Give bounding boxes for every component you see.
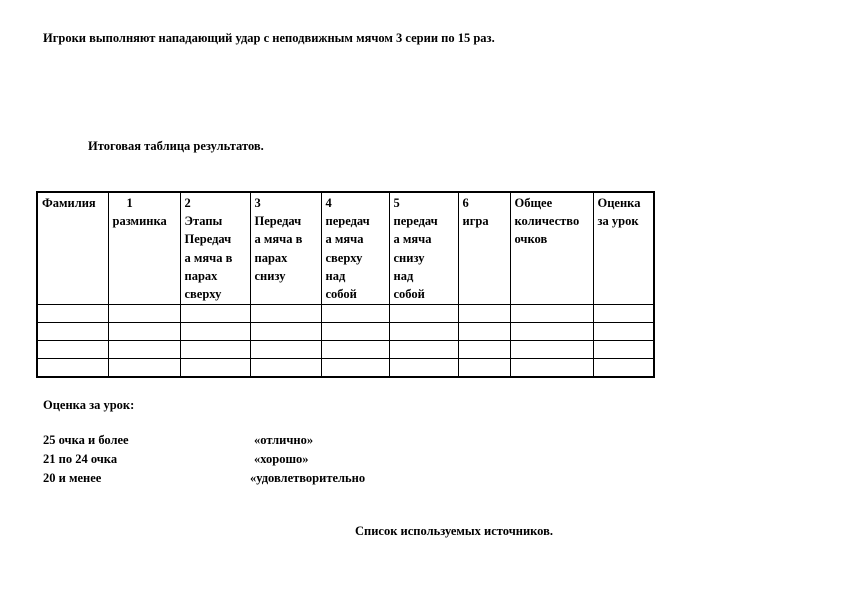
header-cell-stage4-number: 4: [325, 196, 332, 210]
header-cell-stage4-label: передач а мяча сверху над собой: [325, 214, 370, 302]
grading-range-3: 20 и менее: [43, 471, 102, 485]
table-cell: [180, 305, 250, 323]
header-cell-stage4: [321, 192, 389, 305]
header-cell-stage5: [389, 192, 458, 305]
table-header-row: [37, 192, 654, 305]
table-row: [37, 359, 654, 378]
header-cell-stage5-label: передач а мяча снизу над собой: [393, 214, 438, 302]
table-cell: [593, 341, 654, 359]
grading-grade-1: «отлично»: [254, 433, 314, 447]
table-cell: [593, 359, 654, 378]
header-cell-grade: Оценка за урок: [593, 192, 654, 305]
table-cell: [389, 359, 458, 378]
table-cell: [250, 359, 321, 378]
table-cell: [321, 305, 389, 323]
table-cell: [108, 323, 180, 341]
table-cell: [250, 323, 321, 341]
table-cell: [458, 323, 510, 341]
table-cell: [108, 359, 180, 378]
table-cell: [108, 305, 180, 323]
table-cell: [510, 305, 593, 323]
grading-range-2: 21 по 24 очка: [43, 452, 118, 466]
table-cell: [510, 341, 593, 359]
table-cell: [510, 323, 593, 341]
table-cell: [37, 305, 108, 323]
sources-title: Список используемых источников.: [355, 524, 553, 538]
table-cell: [458, 359, 510, 378]
table-cell: [180, 359, 250, 378]
header-cell-total: Общее количество очков: [510, 192, 593, 305]
table-cell: [458, 341, 510, 359]
table-cell: [250, 341, 321, 359]
table-title: Итоговая таблица результатов.: [88, 139, 264, 153]
table-cell: [593, 323, 654, 341]
table-cell: [389, 323, 458, 341]
header-cell-stage3: [250, 192, 321, 305]
header-cell-stage2-label: Этапы Передач а мяча в парах сверху: [184, 214, 233, 302]
table-cell: [37, 359, 108, 378]
table-cell: [321, 323, 389, 341]
header-cell-stage2-number: 2: [184, 196, 191, 210]
header-cell-stage3-label: Передач а мяча в парах снизу: [254, 214, 303, 283]
grading-grade-2: «хорошо»: [254, 452, 309, 466]
grading-title: Оценка за урок:: [43, 398, 135, 412]
table-cell: [180, 341, 250, 359]
table-cell: [250, 305, 321, 323]
header-cell-stage2: [180, 192, 250, 305]
table-cell: [37, 323, 108, 341]
table-cell: [510, 359, 593, 378]
header-cell-stage5-number: 5: [393, 196, 400, 210]
header-cell-game: [458, 192, 510, 305]
table-cell: [37, 341, 108, 359]
table-row: [37, 305, 654, 323]
header-cell-game-number: 6: [462, 196, 469, 210]
table-cell: [458, 305, 510, 323]
header-cell-game-label: игра: [462, 214, 489, 229]
table-cell: [180, 323, 250, 341]
grading-grade-3: «удовлетворительно: [250, 471, 366, 485]
table-cell: [321, 359, 389, 378]
header-cell-stage3-number: 3: [254, 196, 261, 210]
table-cell: [321, 341, 389, 359]
table-cell: [389, 341, 458, 359]
grading-range-1: 25 очка и более: [43, 433, 129, 447]
results-table: [36, 191, 655, 378]
table-cell: [108, 341, 180, 359]
table-row: [37, 323, 654, 341]
header-cell-warmup-label: разминка: [112, 214, 167, 229]
table-row: [37, 341, 654, 359]
header-cell-warmup-number: 1: [126, 196, 133, 210]
header-cell-surname: Фамилия: [37, 192, 108, 305]
header-cell-warmup: [108, 192, 180, 305]
intro-text: Игроки выполняют нападающий удар с неподвижным мячом 3 серии по 15 раз.: [43, 31, 495, 45]
table-cell: [593, 305, 654, 323]
table-cell: [389, 305, 458, 323]
table-body: [37, 305, 654, 378]
